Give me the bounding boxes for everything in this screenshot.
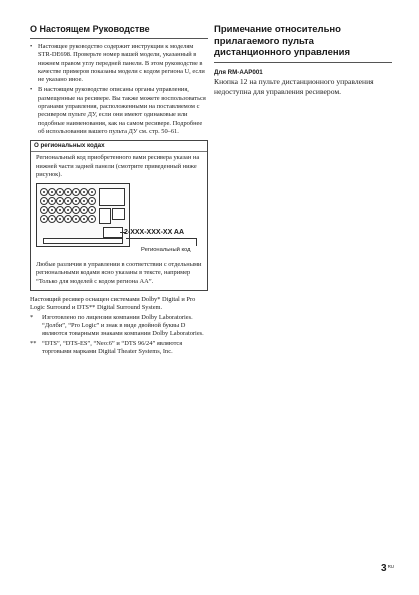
jack-icon <box>40 188 48 196</box>
jack-icon <box>56 197 64 205</box>
remote-note-heading: Примечание относительно прилагаемого пульта дистанционного управления <box>214 24 392 63</box>
jack-icon <box>48 215 56 223</box>
jack-icon <box>80 206 88 214</box>
jack-icon <box>80 197 88 205</box>
page-number <box>381 563 394 574</box>
jack-icon <box>48 197 56 205</box>
jack-icon <box>72 197 80 205</box>
jack-icon <box>64 197 72 205</box>
callout-line <box>196 238 197 246</box>
intro-bullet-list <box>30 43 208 136</box>
page-lang-code: RU <box>387 564 395 569</box>
jack-icon <box>80 188 88 196</box>
page-number-value: 3 <box>381 563 387 574</box>
jack-icon <box>56 206 64 214</box>
remote-model-label: Для RM-AAP001 <box>214 68 263 76</box>
region-box-footer: Любые различия в управлении в соответствии с отдельными региональными кодами ясно указаны в тексте, например “Только для моделей с кодом региона АА”. <box>36 261 202 285</box>
bullet-item-models: • Настоящее руководство содержит инструкции к моделям STR-DE698. Проверьте номер вашей модели, указанный в нижнем правом углу передней панели. В этом руководстве в качестве примеров показаны модели с кодом региона U, если не указано иное. <box>30 43 208 84</box>
jack-icon <box>80 215 88 223</box>
jack-icon <box>72 188 80 196</box>
note-mark: ** <box>30 339 37 347</box>
jack-icon <box>88 197 96 205</box>
jack-icon <box>64 215 72 223</box>
region-code-box <box>30 140 208 291</box>
jack-icon <box>64 206 72 214</box>
note-text: “DTS”, “DTS-ES”, “Neo:6” и “DTS 96/24” являются торговыми марками Digital Theater Systems, Inc. <box>42 339 183 355</box>
jack-icon <box>88 206 96 214</box>
rear-panel <box>36 183 130 247</box>
jack-icon <box>40 206 48 214</box>
jack-icon <box>72 206 80 214</box>
panel-block <box>99 208 111 224</box>
panel-foot <box>43 238 123 244</box>
rear-panel-illustration <box>36 183 202 259</box>
panel-block <box>112 208 125 220</box>
jack-icon <box>56 215 64 223</box>
trademark-intro: Настоящий ресивер оснащен системами Dolby* Digital и Pro Logic Surround и DTS** Digital Surround System. <box>30 296 196 312</box>
jack-icon <box>56 188 64 196</box>
jack-icon <box>48 206 56 214</box>
left-column <box>30 24 208 356</box>
remote-note-text: Кнопка 12 на пульте дистанционного управления недоступна для управления ресивером. <box>214 76 374 96</box>
note-mark: * <box>30 313 34 321</box>
right-column <box>214 24 392 97</box>
jack-icon <box>48 188 56 196</box>
note-text: Изготовлено по лицензии компании Dolby Laboratories. “Долби”, “Pro Logic” и знак в виде двойной буквы D являются товарными знаками компании Dolby Laboratories. <box>42 313 204 338</box>
region-code-caption: Региональный код <box>141 247 191 254</box>
jack-icon <box>88 188 96 196</box>
bullet-item-controls: • В настоящем руководстве описаны органы управления, размещенные на ресивере. Вы также можете воспользоваться органами управления, расположенными на поставляемом с ресивером пульте ДУ, если они имеют одинаковые или подобные наименования, как на самом ресивере. Подробнее об использовании вашего пульта ДУ см. стр. 50–61. <box>30 86 208 136</box>
region-box-text: Региональный код приобретенного вами ресивера указан на нижней части задней панели (смотрите приведенный ниже рисунок). <box>36 154 200 178</box>
callout-line <box>126 238 196 239</box>
region-box-title: О региональных кодах <box>31 141 207 152</box>
about-manual-heading: О Настоящем Руководстве <box>30 24 208 39</box>
jack-icon <box>40 197 48 205</box>
panel-block <box>99 188 125 206</box>
jack-icon <box>40 215 48 223</box>
dolby-note <box>30 314 208 339</box>
jack-icon <box>72 215 80 223</box>
region-code-value: 2-XXX-XXX-XX AA <box>124 229 185 237</box>
jack-icon <box>64 188 72 196</box>
jack-icon <box>88 215 96 223</box>
dts-note <box>30 340 208 357</box>
